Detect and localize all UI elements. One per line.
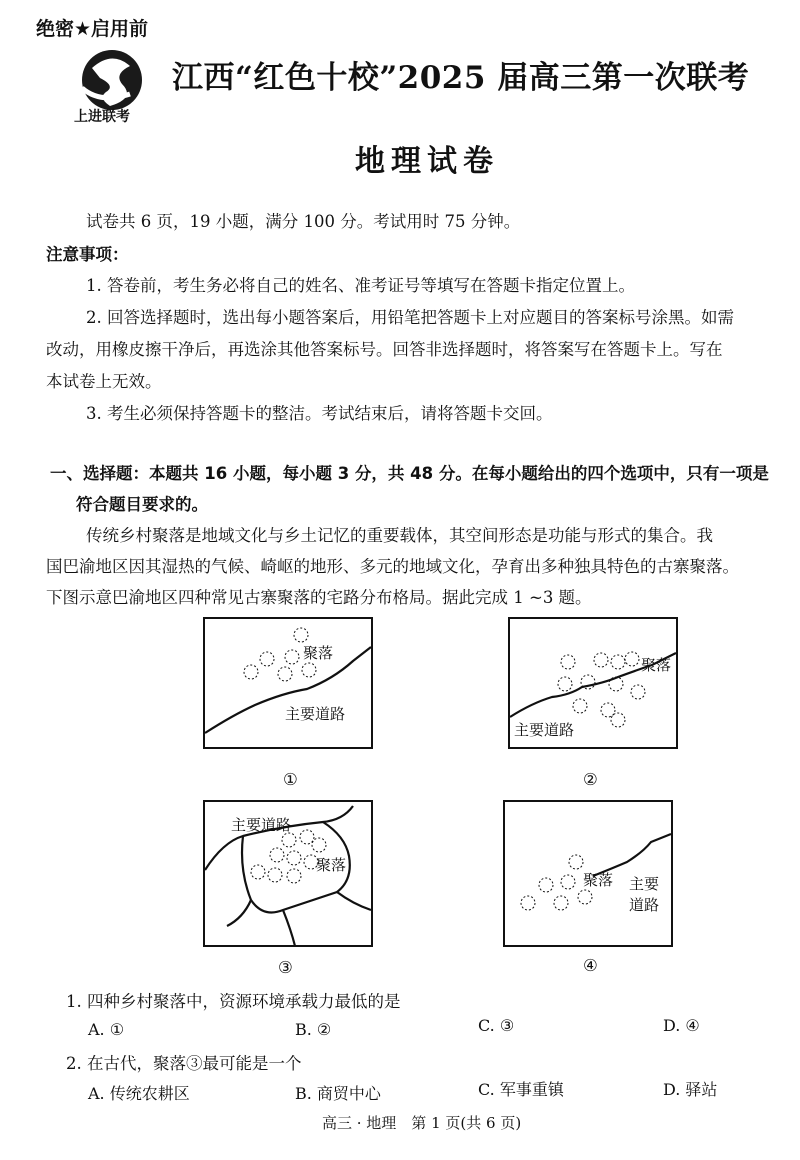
question-1-option-a: A. ① — [88, 1020, 125, 1039]
note-3: 3. 考生必须保持答题卡的整洁。考试结束后，请将答题卡交回。 — [86, 404, 553, 423]
note-2-line-1: 2. 回答选择题时，选出每小题答案后，用铅笔把答题卡上对应题目的答案标号涂黑。如需 — [86, 308, 734, 327]
exam-title: 江西“红色十校”2025 届高三第一次联考 — [172, 60, 750, 96]
question-1-option-d: D. ④ — [663, 1016, 700, 1035]
map-2-caption: ② — [583, 770, 598, 789]
notice-heading: 注意事项： — [46, 245, 129, 264]
question-2-stem: 2. 在古代，聚落③最可能是一个 — [66, 1054, 302, 1073]
section-heading-line-1: 一、选择题：本题共 16 小题，每小题 3 分，共 48 分。在每小题给出的四个选项中，只有一项是 — [50, 464, 769, 483]
note-2-line-3: 本试卷上无效。 — [46, 372, 162, 391]
map-2-road-label: 主要道路 — [514, 721, 575, 739]
map-2 — [508, 617, 678, 749]
map-1 — [203, 617, 373, 749]
map-3-caption: ③ — [278, 958, 293, 977]
passage-line-1: 传统乡村聚落是地域文化与乡土记忆的重要载体，其空间形态是功能与形式的集合。我 — [86, 526, 713, 545]
map-1-caption: ① — [283, 770, 298, 789]
map-4 — [503, 800, 673, 932]
secret-label: 绝密★启用前 — [36, 18, 149, 40]
map-1-settlement-label: 聚落 — [303, 644, 334, 662]
passage-line-2: 国巴渝地区因其湿热的气候、崎岖的地形、多元的地域文化，孕育出多种独具特色的古寨聚落。 — [46, 557, 739, 576]
question-1-option-b: B. ② — [295, 1020, 332, 1039]
map-4-settlement-label: 聚落 — [583, 871, 614, 889]
passage-line-3: 下图示意巴渝地区四种常见古寨聚落的宅路分布格局。据此完成 1 ~3 题。 — [46, 588, 592, 607]
subject-title: 地理试卷 — [355, 144, 499, 179]
logo-text: 上进联考 — [74, 109, 130, 125]
map-1-road-label: 主要道路 — [285, 705, 346, 723]
map-4-caption: ④ — [583, 956, 598, 975]
map-2-settlement-label: 聚落 — [641, 656, 672, 674]
page-footer: 高三 · 地理 第 1 页(共 6 页) — [322, 1114, 522, 1132]
map-4-road-label: 主要道路 — [629, 875, 660, 914]
question-2-option-c: C. 军事重镇 — [478, 1080, 564, 1099]
map-3-road-label: 主要道路 — [231, 816, 292, 834]
map-3-settlement-label: 聚落 — [316, 856, 347, 874]
exam-summary: 试卷共 6 页，19 小题，满分 100 分。考试用时 75 分钟。 — [86, 212, 521, 231]
note-2-line-2: 改动，用橡皮擦干净后，再选涂其他答案标号。回答非选择题时，将答案写在答题卡上。写在 — [46, 340, 723, 359]
map-1-drawing — [203, 617, 373, 749]
question-1-option-c: C. ③ — [478, 1016, 515, 1035]
section-heading-line-2: 符合题目要求的。 — [76, 495, 208, 514]
question-2-option-b: B. 商贸中心 — [295, 1084, 381, 1103]
question-2-option-a: A. 传统农耕区 — [88, 1084, 190, 1103]
map-3 — [203, 800, 373, 932]
question-1-stem: 1. 四种乡村聚落中，资源环境承载力最低的是 — [66, 992, 401, 1011]
question-2-option-d: D. 驿站 — [663, 1080, 718, 1099]
note-1: 1. 答卷前，考生务必将自己的姓名、准考证号等填写在答题卡指定位置上。 — [86, 276, 635, 295]
